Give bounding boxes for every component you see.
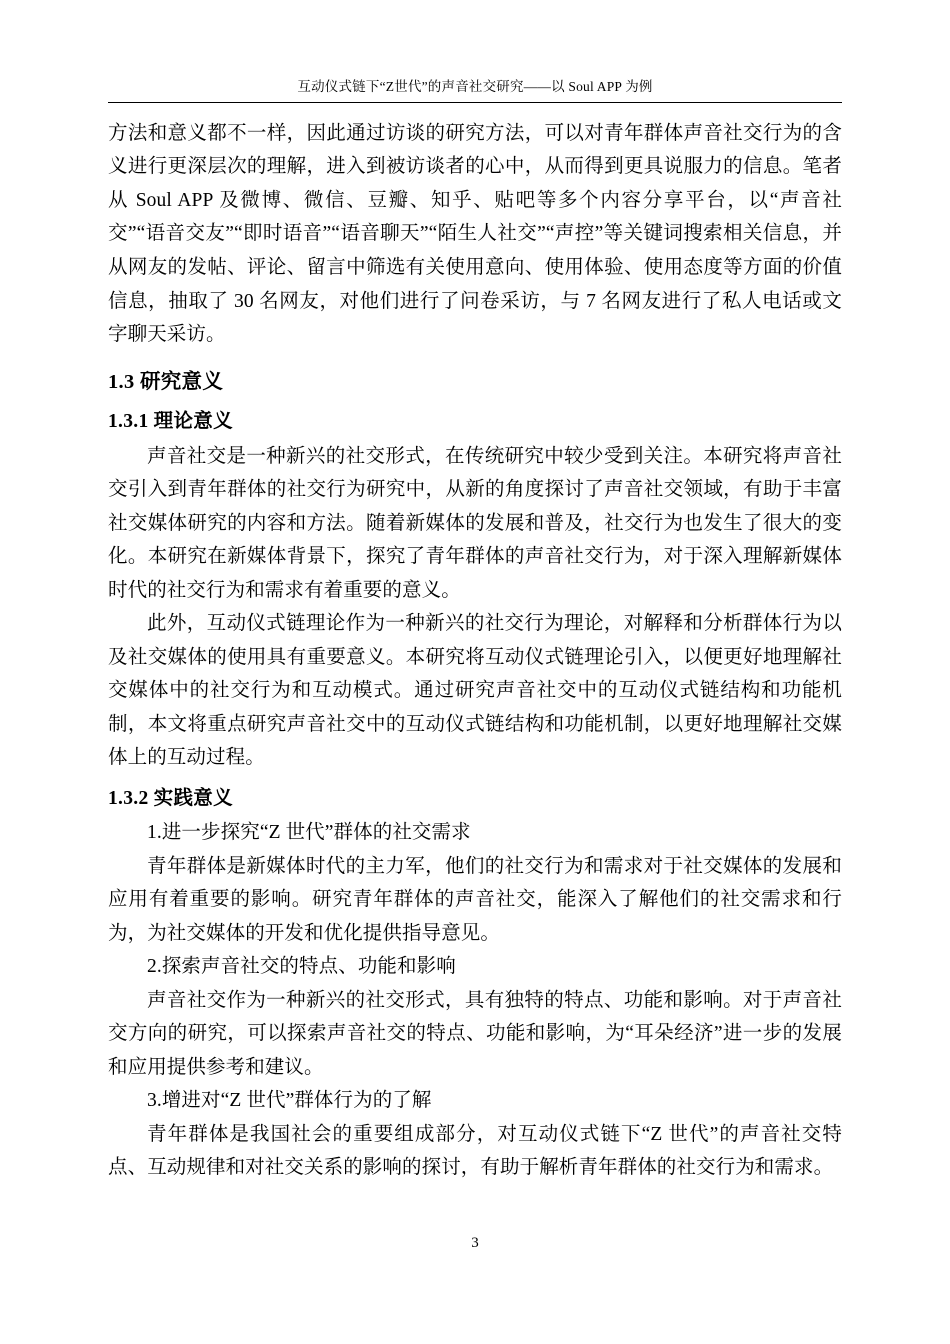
- list-item: 3.增进对“Z 世代”群体行为的了解: [147, 1090, 432, 1112]
- paragraph-continuation: 方法和意义都不一样，因此通过访谈的研究方法，可以对青年群体声音社交行为的含义进行更深层次的理解，进入到被访谈者的心中，从而得到更具说服力的信息。笔者从 Soul APP 及微博、微信、豆瓣、知乎、贴吧等多个内容分享平台，以“声音社交”“语音交友”“即时语音”“语音聊天”“陌生人社交”“声控”等关键词搜索相关信息，并从网友的发帖、评论、留言中筛选有关使用意向、使用体验、使用态度等方面的价值信息，抽取了 30 名网友，对他们进行了问卷采访，与 7 名网友进行了私人电话或文字聊天采访。: [108, 122, 842, 346]
- paragraph: 此外，互动仪式链理论作为一种新兴的社交行为理论，对解释和分析群体行为以及社交媒体的使用具有重要意义。本研究将互动仪式链理论引入，以便更好地理解社交媒体中的社交行为和互动模式。通过研究声音社交中的互动仪式链结构和功能机制，本文将重点研究声音社交中的互动仪式链结构和功能机制，以更好地理解社交媒体上的互动过程。: [108, 613, 842, 769]
- paragraph: 青年群体是我国社会的重要组成部分，对互动仪式链下“Z 世代”的声音社交特点、互动规律和对社交关系的影响的探讨，有助于解析青年群体的社交行为和需求。: [108, 1123, 842, 1179]
- running-header: 互动仪式链下“Z世代”的声音社交研究——以 Soul APP 为例: [297, 79, 653, 94]
- subsection-heading-1-3-1: 1.3.1 理论意义: [108, 411, 233, 433]
- header-divider: [108, 102, 842, 103]
- list-item: 1.进一步探究“Z 世代”群体的社交需求: [147, 822, 471, 844]
- paragraph: 声音社交作为一种新兴的社交形式，具有独特的特点、功能和影响。对于声音社交方向的研究，可以探索声音社交的特点、功能和影响，为“耳朵经济”进一步的发展和应用提供参考和建议。: [108, 989, 842, 1078]
- page-body: [108, 117, 842, 1185]
- paragraph: 青年群体是新媒体时代的主力军，他们的社交行为和需求对于社交媒体的发展和应用有着重要的影响。研究青年群体的声音社交，能深入了解他们的社交需求和行为，为社交媒体的开发和优化提供指导意见。: [108, 855, 842, 944]
- subsection-heading-1-3-2: 1.3.2 实践意义: [108, 787, 233, 809]
- list-item: 2.探索声音社交的特点、功能和影响: [147, 956, 456, 978]
- page-number: 3: [471, 1235, 479, 1251]
- paragraph: 声音社交是一种新兴的社交形式，在传统研究中较少受到关注。本研究将声音社交引入到青年群体的社交行为研究中，从新的角度探讨了声音社交领域，有助于丰富社交媒体研究的内容和方法。随着新媒体的发展和普及，社交行为也发生了很大的变化。本研究在新媒体背景下，探究了青年群体的声音社交行为，对于深入理解新媒体时代的社交行为和需求有着重要的意义。: [108, 445, 842, 601]
- section-heading-1-3: 1.3 研究意义: [108, 370, 224, 393]
